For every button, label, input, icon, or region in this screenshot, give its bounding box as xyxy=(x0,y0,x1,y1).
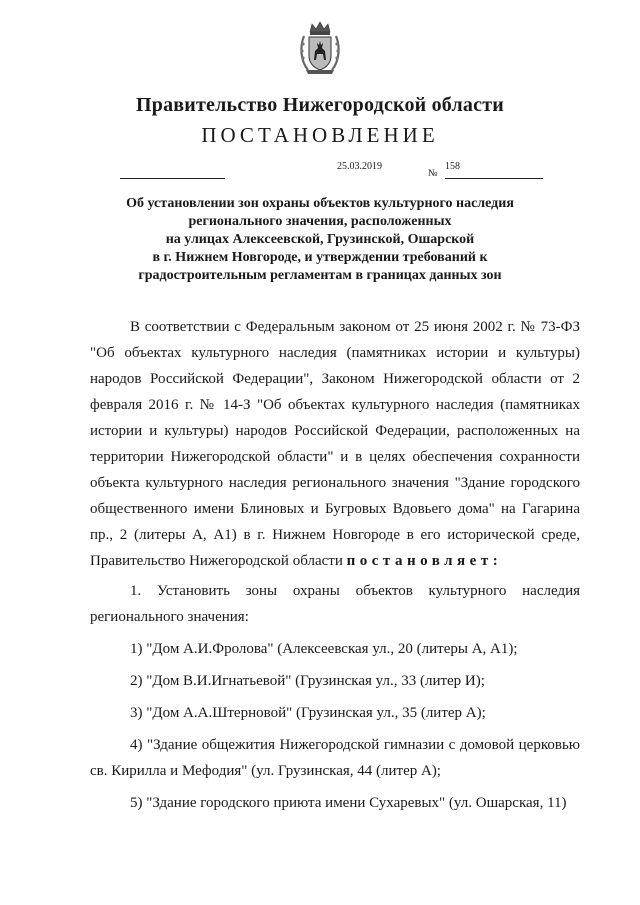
subject-line: в г. Нижнем Новгороде, и утверждении требований к xyxy=(152,250,488,265)
number-underline xyxy=(445,178,543,179)
decree-word: постановляет: xyxy=(346,553,503,569)
preamble-text: В соответствии с Федеральным законом от 25 июня 2002 г. № 73-ФЗ "Об объектах культурного наследия (памятниках истории и культуры) народов Российской Федерации", Законом Нижегородской области от 2 февраля 2016 г. № 14-З "Об объектах культурного наследия (памятниках истории и культуры) народов Российской Федерации, расположенных на территории Нижегородской области" и в целях обеспечения сохранности объекта культурного наследия регионального значения "Здание городского общественного имени Блиновых и Бугровых Вдовьего дома" на Гагарина пр., 2 (литеры А, А1) в г. Нижнем Новгороде в его исторической среде, Правительство Нижегородской области xyxy=(90,319,580,569)
list-item: 2) "Дом В.И.Игнатьевой" (Грузинская ул., 33 (литер И); xyxy=(130,673,485,689)
list-item: 3) "Дом А.А.Штерновой" (Грузинская ул., 35 (литер А); xyxy=(130,705,486,721)
subject-line: Об установлении зон охраны объектов культурного наследия xyxy=(126,196,514,211)
document-subject xyxy=(100,195,540,285)
number-sign: № xyxy=(428,168,438,179)
subject-line: градостроительным регламентам в границах данных зон xyxy=(138,268,502,283)
list-item: 5) "Здание городского приюта имени Сухаревых" (ул. Ошарская, 11) xyxy=(130,795,567,811)
point-1: 1. Установить зоны охраны объектов культурного наследия регионального значения: xyxy=(90,583,580,625)
document-type: ПОСТАНОВЛЕНИЕ xyxy=(201,123,439,147)
date-underline xyxy=(120,178,225,179)
list-item: 1) "Дом А.И.Фролова" (Алексеевская ул., 20 (литеры А, А1); xyxy=(130,641,518,657)
document-date: 25.03.2019 xyxy=(337,161,382,172)
government-name: Правительство Нижегородской области xyxy=(136,94,504,116)
preamble-paragraph xyxy=(90,314,580,574)
subject-line: на улицах Алексеевской, Грузинской, Ошарской xyxy=(165,232,475,247)
list-item: 4) "Здание общежития Нижегородской гимназии с домовой церковью св. Кирилла и Мефодия" (ул. Грузинская, 44 (литер А); xyxy=(90,737,580,779)
document-body xyxy=(90,314,580,816)
document-number: 158 xyxy=(445,161,460,172)
subject-line: регионального значения, расположенных xyxy=(188,214,452,229)
coat-of-arms-icon xyxy=(298,20,342,76)
